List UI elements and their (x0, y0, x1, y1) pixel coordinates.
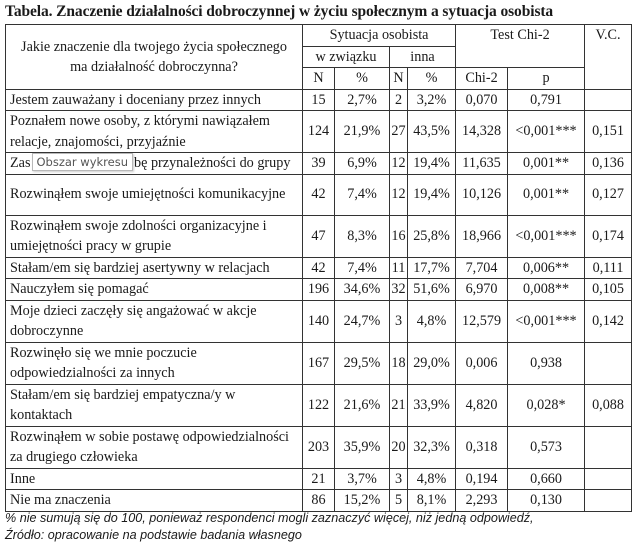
p-cell: 0,028* (508, 384, 585, 426)
situation-group-header: Sytuacja osobista (303, 25, 456, 47)
vc-cell: 0,174 (585, 215, 632, 257)
n1-cell: 203 (303, 426, 335, 468)
vc-cell: 0,136 (585, 153, 632, 175)
pct2-cell: 43,5% (408, 111, 456, 153)
n2-cell: 3 (390, 300, 408, 342)
table-row (6, 300, 632, 342)
row-label: Nauczyłem się pomagać (6, 279, 303, 301)
chi2-cell: 0,318 (456, 426, 508, 468)
chi2-test-group-header: Test Chi-2 (456, 25, 585, 68)
n2-cell: 18 (390, 342, 408, 384)
p-cell: 0,660 (508, 468, 585, 490)
table-row (6, 174, 632, 215)
pct2-cell: 51,6% (408, 279, 456, 301)
row-label: Stałam/em się bardziej asertywny w relacjach (6, 257, 303, 279)
chi2-cell: 0,194 (456, 468, 508, 490)
chi2-cell: 4,820 (456, 384, 508, 426)
n1-cell: 42 (303, 174, 335, 215)
n1-cell: 140 (303, 300, 335, 342)
row-label: Rozwinąłem w sobie postawę odpowiedzialności za drugiego człowieka (6, 426, 303, 468)
table-row (6, 153, 632, 175)
table-row (6, 279, 632, 301)
vc-cell: 0,111 (585, 257, 632, 279)
p-cell: 0,130 (508, 490, 585, 512)
results-table (5, 24, 632, 512)
pct1-cell: 21,9% (335, 111, 390, 153)
p-cell: 0,001** (508, 153, 585, 175)
n1-cell: 167 (303, 342, 335, 384)
n1-cell: 122 (303, 384, 335, 426)
vc-cell (585, 89, 632, 111)
p-cell: 0,938 (508, 342, 585, 384)
pct1-cell: 7,4% (335, 174, 390, 215)
n1-cell: 21 (303, 468, 335, 490)
n2-cell: 21 (390, 384, 408, 426)
footnote-source: Źródło: opracowanie na podstawie badania własnego (5, 528, 302, 542)
n1-cell: 124 (303, 111, 335, 153)
pct1-cell: 29,5% (335, 342, 390, 384)
n1-cell: 39 (303, 153, 335, 175)
p-cell: 0,791 (508, 89, 585, 111)
row-label: Moje dzieci zaczęły się angażować w akcje dobroczynne (6, 300, 303, 342)
pct2-cell: 3,2% (408, 89, 456, 111)
chi2-cell: 2,293 (456, 490, 508, 512)
table-row (6, 89, 632, 111)
row-label-end: bę przynależności do grupy (134, 155, 291, 171)
vc-cell: 0,088 (585, 384, 632, 426)
row-label: Rozwinęło się we mnie poczucie odpowiedzialności za innych (6, 342, 303, 384)
n1-cell: 47 (303, 215, 335, 257)
n1-cell: 15 (303, 89, 335, 111)
chi2-header: Chi-2 (456, 68, 508, 90)
table-row (6, 342, 632, 384)
pct2-cell: 8,1% (408, 490, 456, 512)
n1-header: N (303, 68, 335, 90)
n2-cell: 32 (390, 279, 408, 301)
n2-cell: 2 (390, 89, 408, 111)
n2-cell: 27 (390, 111, 408, 153)
vc-header: V.C. (585, 25, 632, 90)
vc-cell (585, 426, 632, 468)
chi2-cell: 0,006 (456, 342, 508, 384)
table-row (6, 257, 632, 279)
p-cell: 0,008** (508, 279, 585, 301)
p-header: p (508, 68, 585, 90)
row-label: Rozwinąłem swoje umiejętności komunikacyjne (6, 174, 303, 215)
n1-cell: 196 (303, 279, 335, 301)
n2-cell: 20 (390, 426, 408, 468)
vc-cell (585, 342, 632, 384)
pct1-cell: 15,2% (335, 490, 390, 512)
pct1-cell: 35,9% (335, 426, 390, 468)
n2-cell: 3 (390, 468, 408, 490)
n2-cell: 12 (390, 174, 408, 215)
pct1-cell: 3,7% (335, 468, 390, 490)
row-label-start: Zas (10, 155, 31, 171)
row-label: Rozwinąłem swoje zdolności organizacyjne i umiejętności pracy w grupie (6, 215, 303, 257)
table-row (6, 384, 632, 426)
pct2-header: % (408, 68, 456, 90)
row-label: Jestem zauważany i doceniany przez innych (6, 89, 303, 111)
row-label: Poznałem nowe osoby, z którymi nawiązałem relacje, znajomości, przyjaźnie (6, 111, 303, 153)
chi2-cell: 10,126 (456, 174, 508, 215)
table-row (6, 426, 632, 468)
chi2-cell: 18,966 (456, 215, 508, 257)
row-label: Stałam/em się bardziej empatyczna/y w kontaktach (6, 384, 303, 426)
n1-cell: 42 (303, 257, 335, 279)
table-row (6, 111, 632, 153)
row-label (6, 153, 303, 175)
footnote-percent: % nie sumują się do 100, ponieważ respondenci mogli zaznaczyć więcej, niż jedną odpowiedź, (5, 511, 534, 525)
p-cell: <0,001*** (508, 111, 585, 153)
n2-header: N (390, 68, 408, 90)
question-header (6, 25, 303, 90)
chi2-cell: 12,579 (456, 300, 508, 342)
pct2-cell: 29,0% (408, 342, 456, 384)
vc-cell: 0,142 (585, 300, 632, 342)
n2-cell: 5 (390, 490, 408, 512)
p-cell: <0,001*** (508, 215, 585, 257)
chi2-cell: 6,970 (456, 279, 508, 301)
question-header-line1: Jakie znaczenie dla twojego życia społecznego (21, 38, 287, 55)
chi2-cell: 14,328 (456, 111, 508, 153)
pct1-cell: 2,7% (335, 89, 390, 111)
pct1-cell: 21,6% (335, 384, 390, 426)
pct2-cell: 33,9% (408, 384, 456, 426)
pct2-cell: 4,8% (408, 468, 456, 490)
pct1-cell: 34,6% (335, 279, 390, 301)
vc-cell: 0,127 (585, 174, 632, 215)
vc-cell: 0,151 (585, 111, 632, 153)
row-label: Nie ma znaczenia (6, 490, 303, 512)
table-title: Tabela. Znaczenie działalności dobroczynnej w życiu społecznym a sytuacja osobista (5, 3, 554, 20)
vc-cell (585, 468, 632, 490)
vc-cell: 0,105 (585, 279, 632, 301)
other-subheader: inna (390, 46, 456, 68)
vc-cell (585, 490, 632, 512)
table-row (6, 215, 632, 257)
p-cell: 0,573 (508, 426, 585, 468)
table-row (6, 468, 632, 490)
pct1-cell: 24,7% (335, 300, 390, 342)
n2-cell: 16 (390, 215, 408, 257)
pct1-cell: 6,9% (335, 153, 390, 175)
table-row (6, 490, 632, 512)
p-cell: <0,001*** (508, 300, 585, 342)
p-cell: 0,006** (508, 257, 585, 279)
n2-cell: 12 (390, 153, 408, 175)
pct1-cell: 8,3% (335, 215, 390, 257)
chi2-cell: 0,070 (456, 89, 508, 111)
pct2-cell: 17,7% (408, 257, 456, 279)
chart-area-tooltip: Obszar wykresu (32, 153, 134, 171)
row-label: Inne (6, 468, 303, 490)
p-cell: 0,001** (508, 174, 585, 215)
pct1-header: % (335, 68, 390, 90)
chi2-cell: 11,635 (456, 153, 508, 175)
pct2-cell: 32,3% (408, 426, 456, 468)
pct2-cell: 19,4% (408, 153, 456, 175)
pct2-cell: 19,4% (408, 174, 456, 215)
n2-cell: 11 (390, 257, 408, 279)
pct2-cell: 25,8% (408, 215, 456, 257)
n1-cell: 86 (303, 490, 335, 512)
pct2-cell: 4,8% (408, 300, 456, 342)
question-header-line2: ma działalność dobroczynna? (70, 58, 238, 75)
pct1-cell: 7,4% (335, 257, 390, 279)
relationship-subheader: w związku (303, 46, 390, 68)
chi2-cell: 7,704 (456, 257, 508, 279)
